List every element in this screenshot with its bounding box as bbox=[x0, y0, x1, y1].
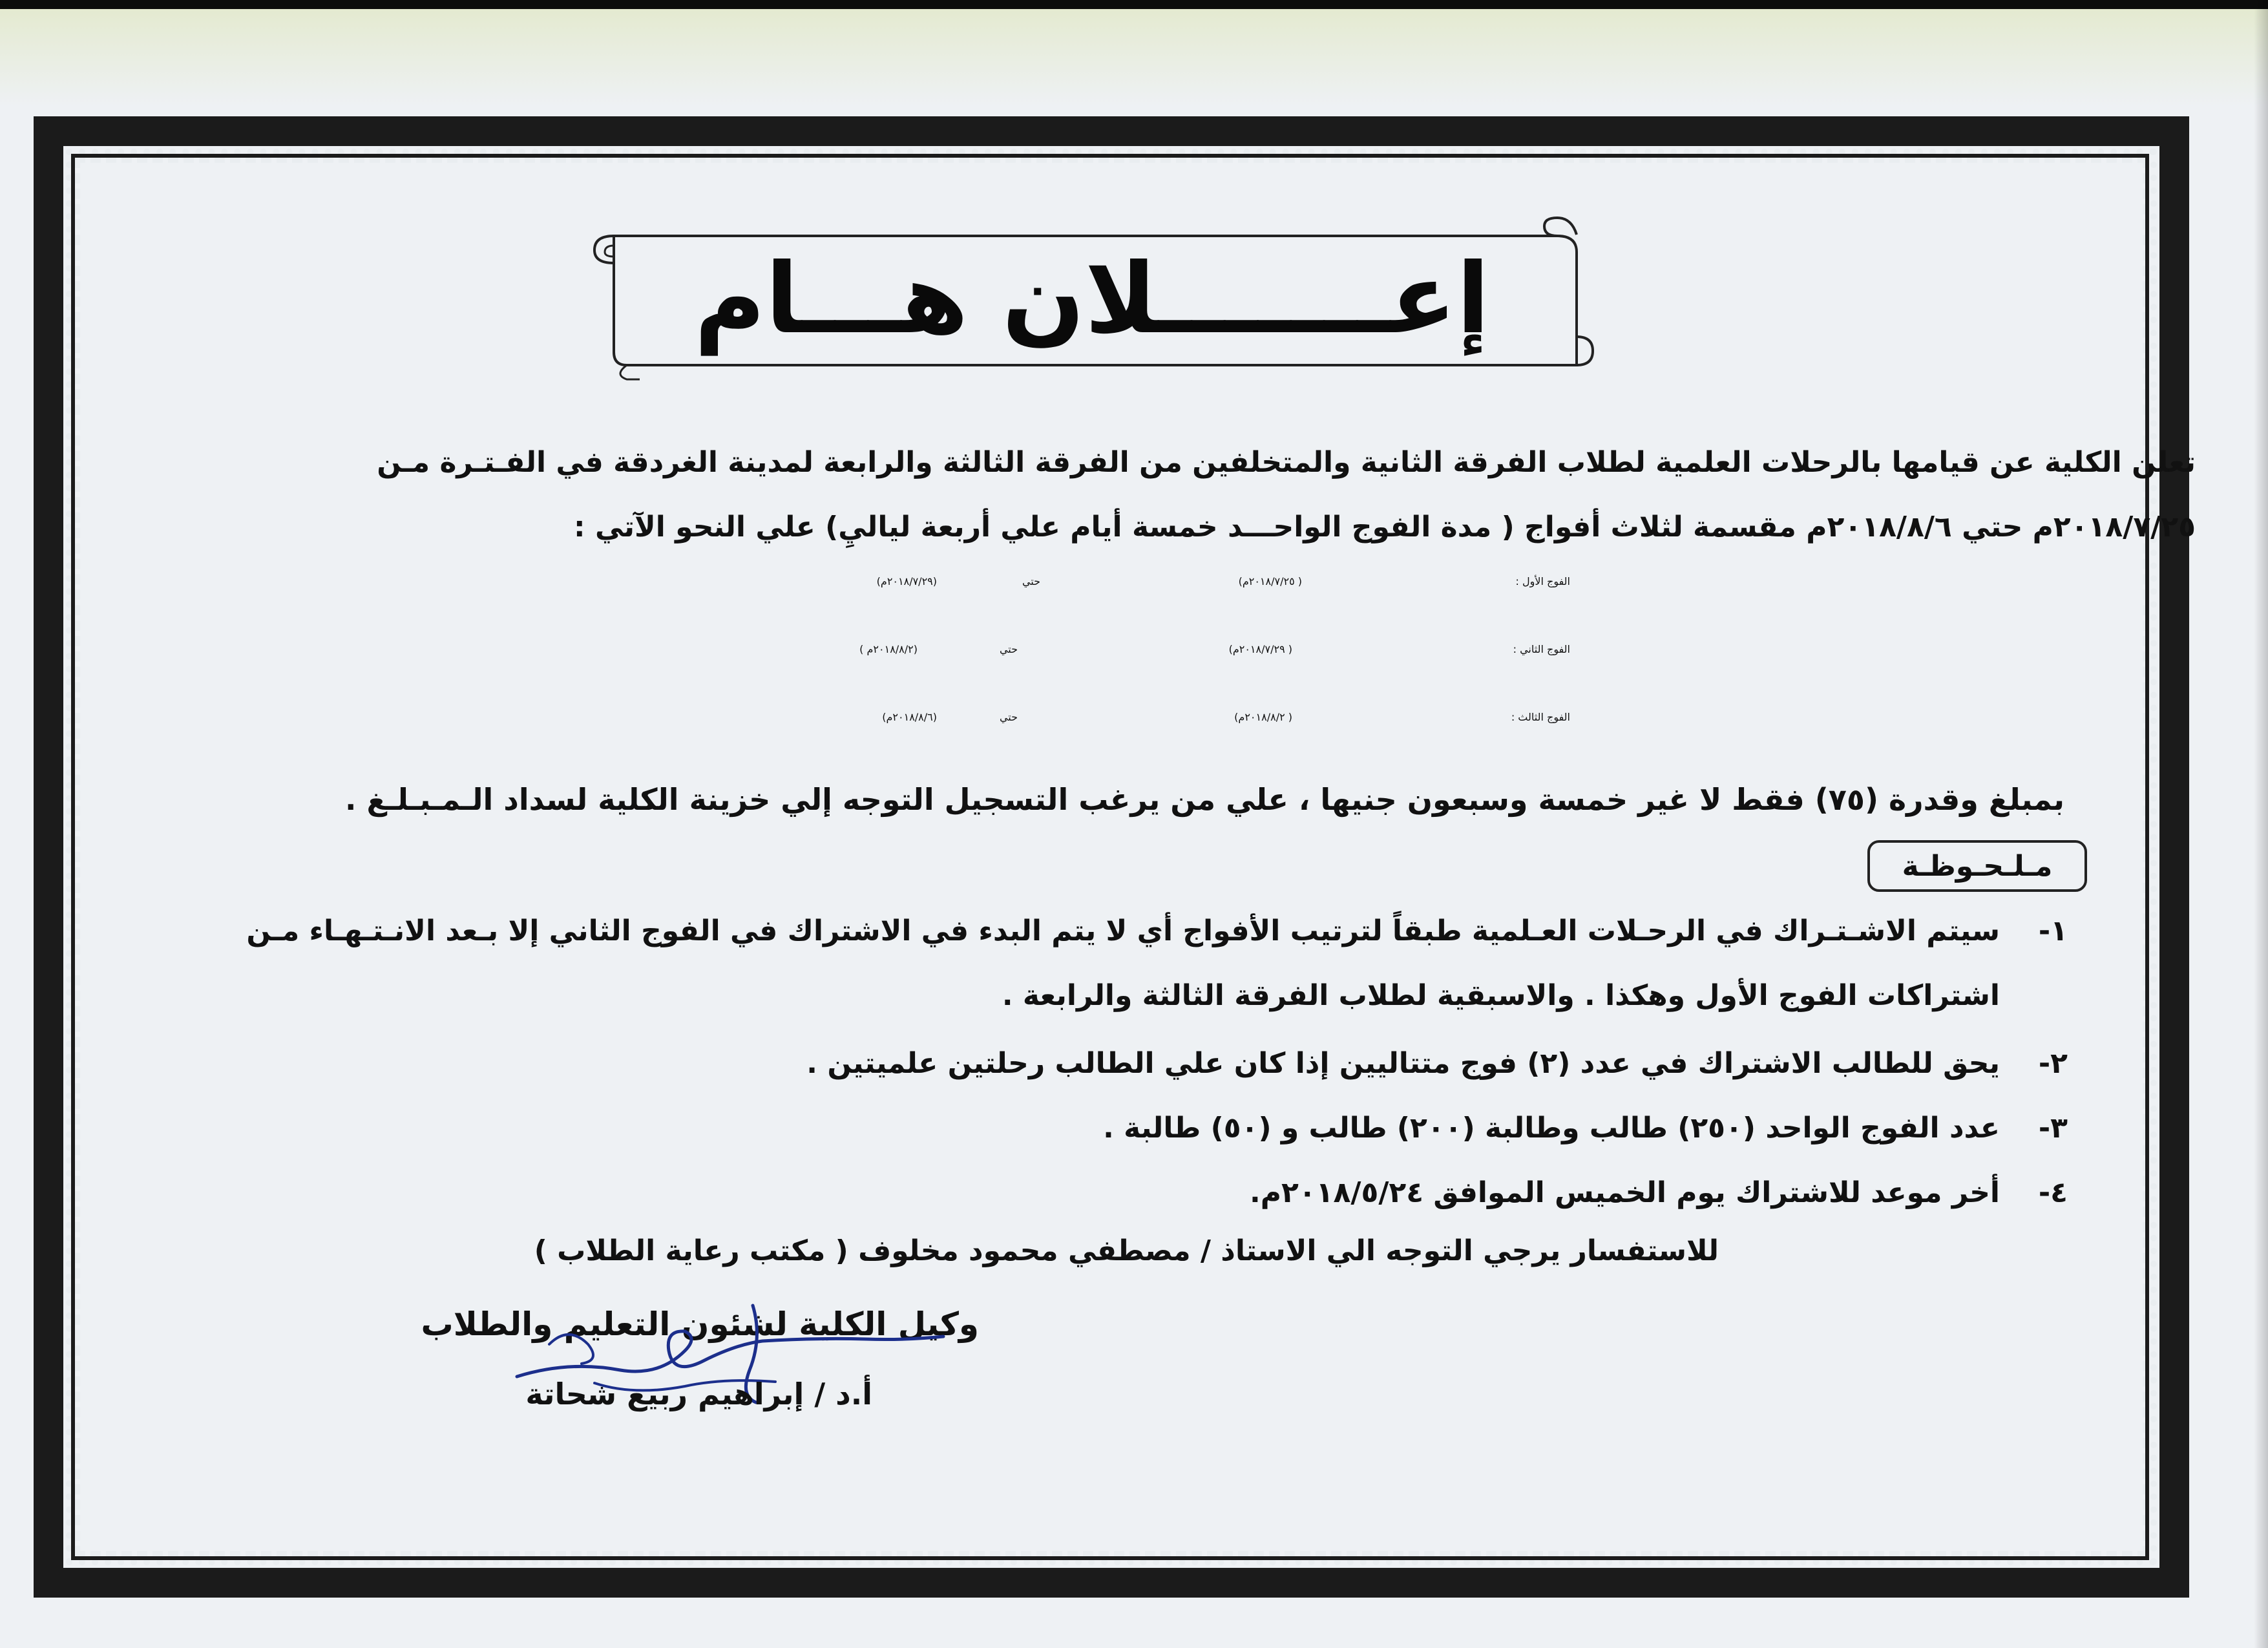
group-to-date: (٢٠١٨/٧/٢٩م) bbox=[876, 575, 937, 587]
group-row bbox=[0, 575, 2268, 620]
group-from-date: ( ٢٠١٨/٧/٢٩م) bbox=[1228, 643, 1292, 655]
scan-tint bbox=[0, 9, 2268, 106]
group-row bbox=[0, 643, 2268, 688]
scan-top-edge bbox=[0, 0, 2268, 9]
group-until: حتي bbox=[999, 711, 1018, 723]
note-title bbox=[1867, 840, 2087, 892]
contact-line: للاستفسار يرجي التوجه الي الاستاذ / مصطفي محمود مخلوف ( مكتب رعاية الطلاب ) bbox=[534, 1234, 1719, 1267]
group-label: الفوج الثالث : bbox=[1511, 711, 1570, 723]
note-number: ٣- bbox=[2038, 1112, 2068, 1145]
group-from-date: ( ٢٠١٨/٨/٢م) bbox=[1234, 711, 1292, 723]
group-to-date: (٢٠١٨/٨/٢م ) bbox=[859, 643, 918, 655]
page-title: إعـــــــلان هـــام bbox=[694, 242, 1490, 355]
scan-right-edge bbox=[2254, 0, 2268, 1648]
group-label: الفوج الثاني : bbox=[1513, 643, 1570, 655]
intro-line-2: ٢٠١٨/٧/٢٥م حتي ٢٠١٨/٨/٦م مقسمة لثلاث أفواج ( مدة الفوج الواحـــد خمسة أيام علي أربعة لياليِ) علي النحو الآتي : bbox=[574, 511, 2196, 544]
note-line: عدد الفوج الواحد (٢٥٠) طالب وطالبة (٢٠٠) طالب و (٥٠) طالبة . bbox=[1103, 1112, 2000, 1145]
signatory-name: أ.د / إبراهيم ربيع شحاتة bbox=[525, 1377, 872, 1411]
note-line: أخر موعد للاشتراك يوم الخميس الموافق ٢٠١٨/٥/٢٤م. bbox=[1250, 1176, 2000, 1209]
group-row bbox=[0, 711, 2268, 756]
group-from-date: ( ٢٠١٨/٧/٢٥م) bbox=[1238, 575, 1302, 587]
note-line: يحق للطالب الاشتراك في عدد (٢) فوج متتاليين إذا كان علي الطالب رحلتين علميتين . bbox=[806, 1047, 2000, 1080]
group-until: حتي bbox=[999, 643, 1018, 655]
note-number: ١- bbox=[2038, 914, 2068, 947]
note-number: ٢- bbox=[2038, 1047, 2068, 1080]
amount-line: بمبلغ وقدرة (٧٥) فقط لا غير خمسة وسبعون جنيها ، علي من يرغب التسجيل التوجه إلي خزينة الكلية لسداد الـمـبـلـغ . bbox=[345, 782, 2064, 817]
group-to-date: (٢٠١٨/٨/٦م) bbox=[882, 711, 937, 723]
note-number: ٤- bbox=[2038, 1176, 2068, 1209]
signatory-role: وكيل الكلية لشئون التعليم والطلاب bbox=[421, 1305, 979, 1343]
note-line: سيتم الاشـتـراك في الرحـلات العـلمية طبقاً لترتيب الأفواج أي لا يتم البدء في الاشتراك في الفوج الثاني إلا بـعد الانـتـهـاء مـن bbox=[246, 914, 2000, 947]
note-line: اشتراكات الفوج الأول وهكذا . والاسبقية لطلاب الفرقة الثالثة والرابعة . bbox=[1002, 979, 2000, 1012]
intro-line-1: تعلن الكلية عن قيامها بالرحلات العلمية لطلاب الفرقة الثانية والمتخلفين من الفرقة الثالثة والرابعة لمدينة الغردقة في الفـتـرة مـن bbox=[377, 446, 2196, 479]
group-label: الفوج الأول : bbox=[1515, 575, 1570, 587]
note-title-text: مـلـحـوظـة bbox=[1902, 849, 2053, 883]
title-banner bbox=[588, 217, 1596, 381]
group-until: حتي bbox=[1022, 575, 1040, 587]
